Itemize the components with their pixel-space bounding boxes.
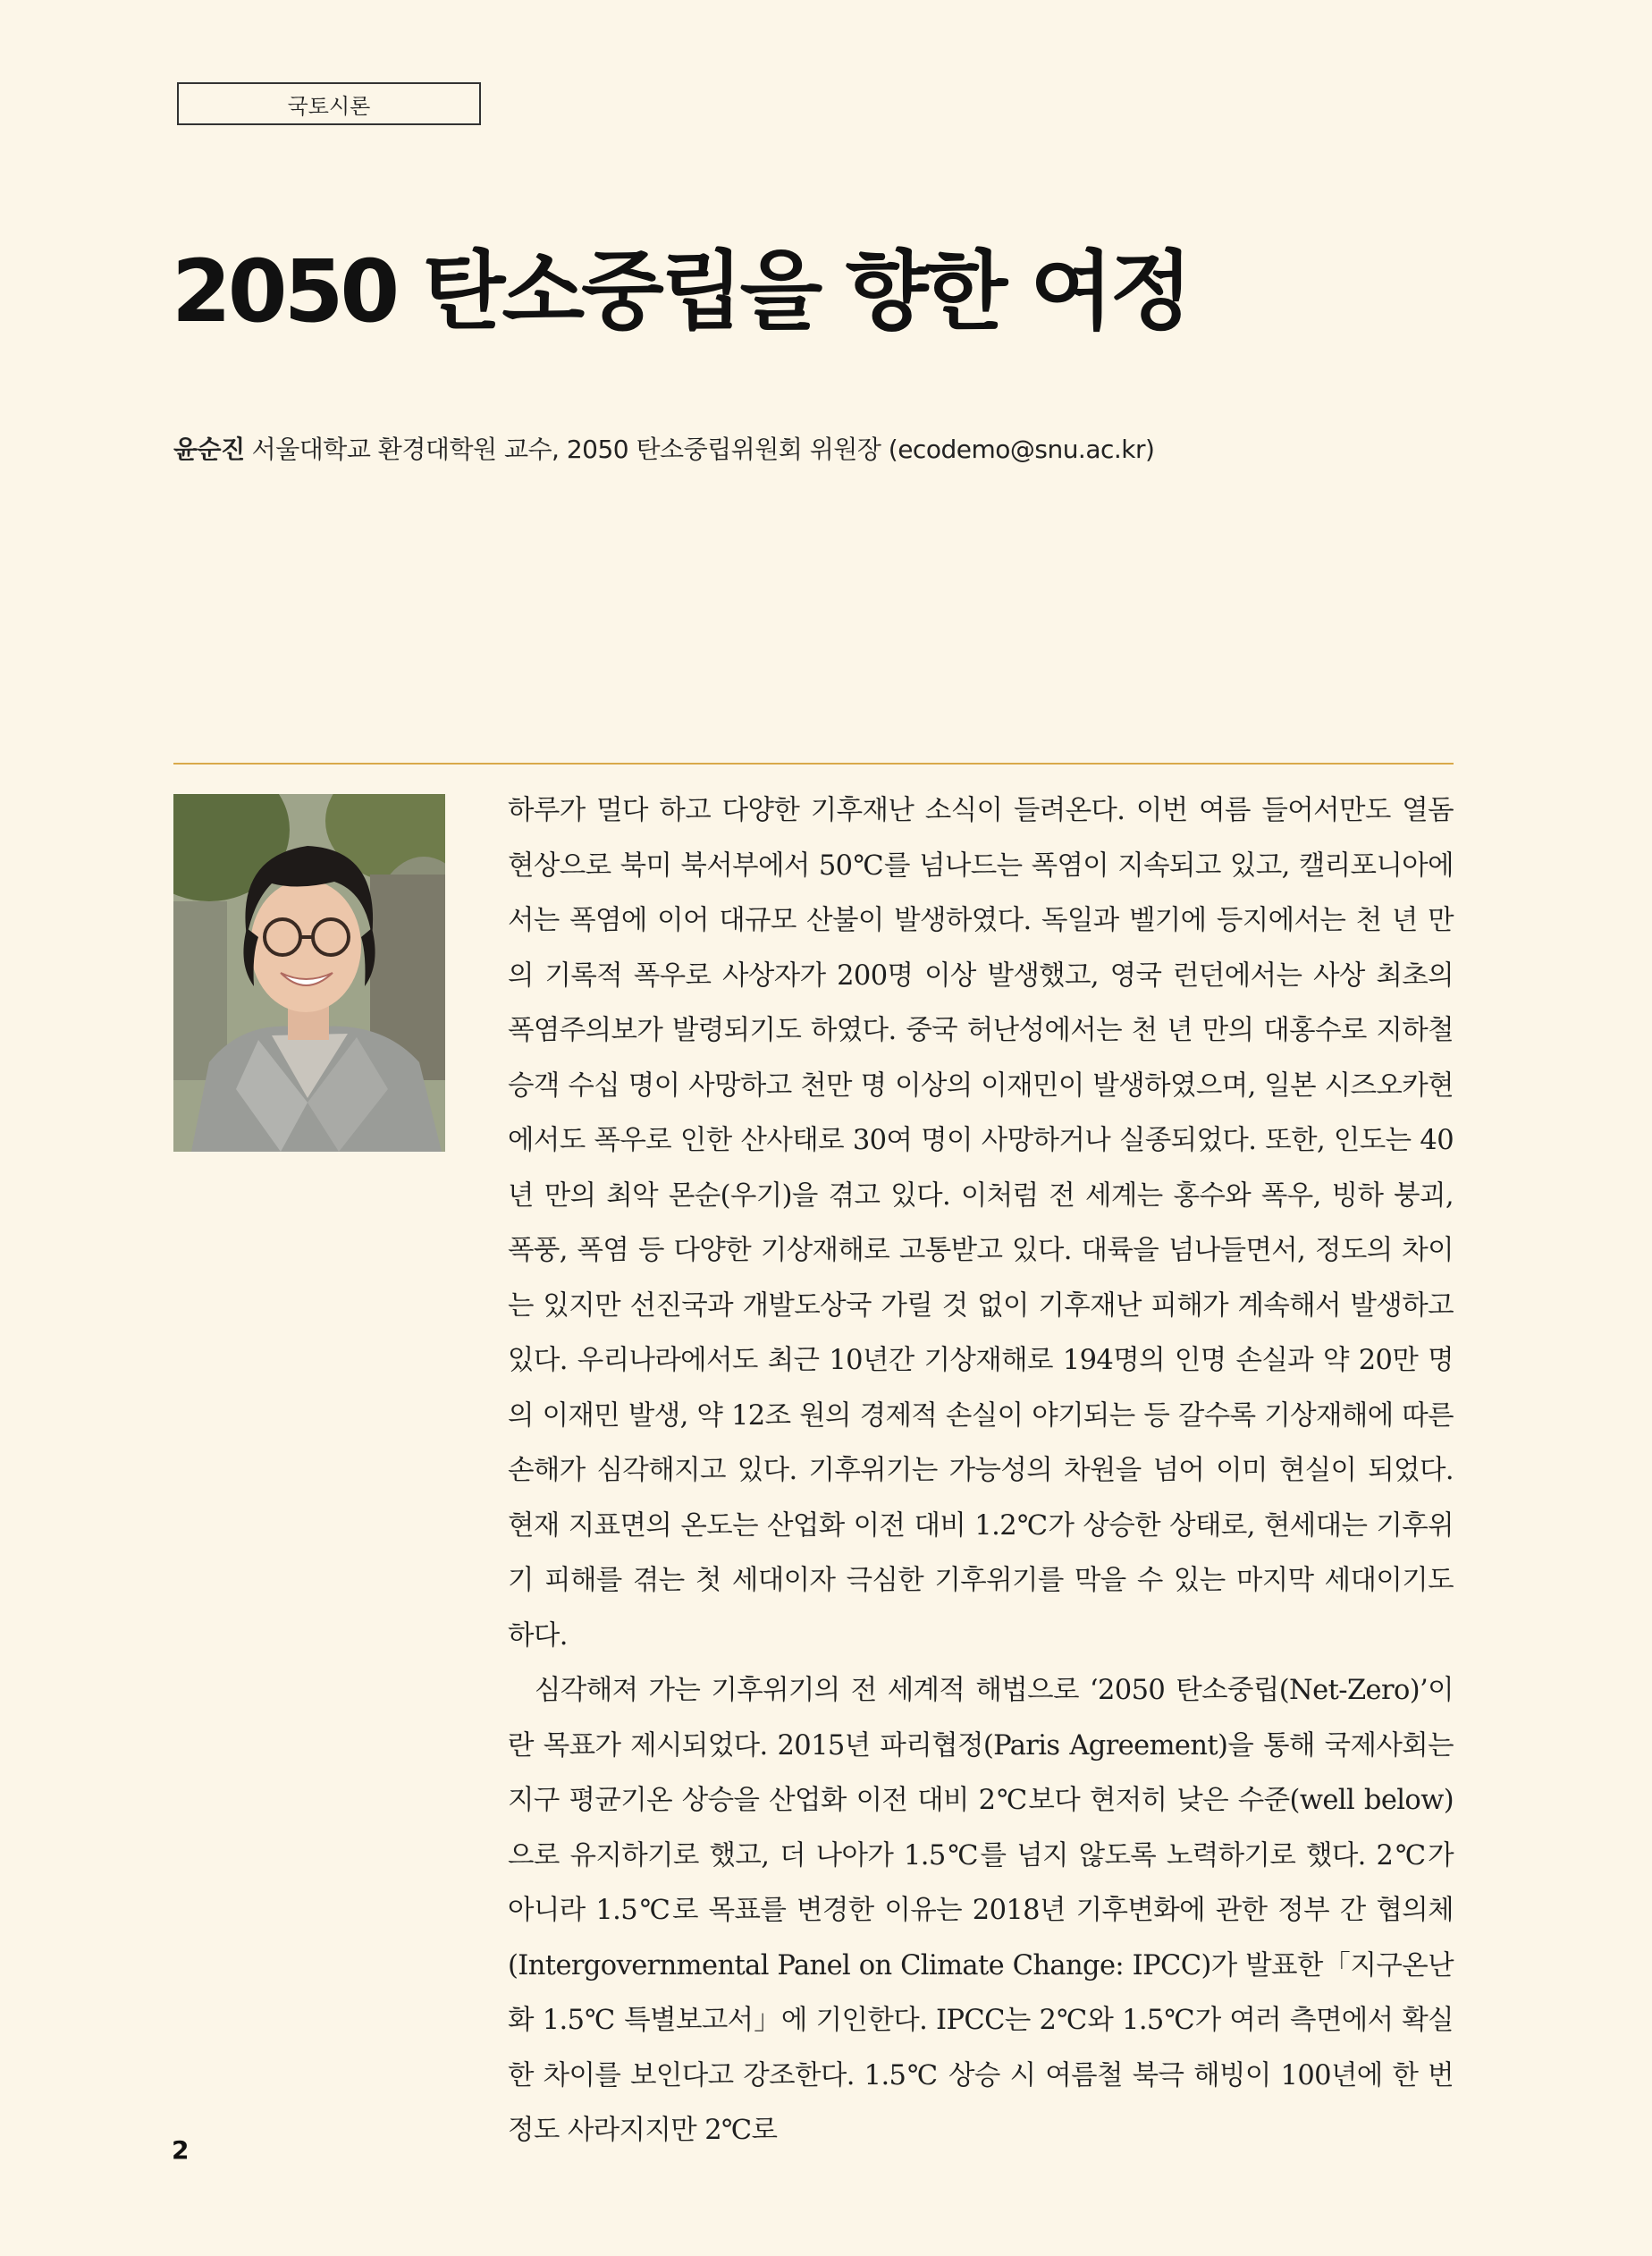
author-photo — [173, 794, 445, 1152]
section-divider — [173, 763, 1454, 765]
article-body — [508, 783, 1454, 2159]
article-title: 2050 탄소중립을 향한 여정 — [172, 241, 1190, 342]
author-line — [173, 430, 1154, 466]
section-tag — [177, 82, 481, 125]
author-portrait-illustration — [173, 794, 445, 1152]
body-paragraph-1: 하루가 멀다 하고 다양한 기후재난 소식이 들려온다. 이번 여름 들어서만도 열돔 현상으로 북미 북서부에서 50℃를 넘나드는 폭염이 지속되고 있고, 캘리포니아에서는 폭염에 이어 대규모 산불이 발생하였다. 독일과 벨기에 등지에서는 천 년 만의 기록적 폭우로 사상자가 200명 이상 발생했고, 영국 런던에서는 사상 최초의 폭염주의보가 발령되기도 하였다. 중국 허난성에서는 천 년 만의 대홍수로 지하철 승객 수십 명이 사망하고 천만 명 이상의 이재민이 발생하였으며, 일본 시즈오카현에서도 폭우로 인한 산사태로 30여 명이 사망하거나 실종되었다. 또한, 인도는 40년 만의 최악 몬순(우기)을 겪고 있다. 이처럼 전 세계는 홍수와 폭우, 빙하 붕괴, 폭풍, 폭염 등 다양한 기상재해로 고통받고 있다. 대륙을 넘나들면서, 정도의 차이는 있지만 선진국과 개발도상국 가릴 것 없이 기후재난 피해가 계속해서 발생하고 있다. 우리나라에서도 최근 10년간 기상재해로 194명의 인명 손실과 약 20만 명의 이재민 발생, 약 12조 원의 경제적 손실이 야기되는 등 갈수록 기상재해에 따른 손해가 심각해지고 있다. 기후위기는 가능성의 차원을 넘어 이미 현실이 되었다. 현재 지표면의 온도는 산업화 이전 대비 1.2℃가 상승한 상태로, 현세대는 기후위기 피해를 겪는 첫 세대이자 극심한 기후위기를 막을 수 있는 마지막 세대이기도 하다. — [508, 795, 1454, 1652]
section-tag-label: 국토시론 — [287, 93, 371, 119]
page-number: 2 — [172, 2135, 190, 2165]
author-affiliation: 서울대학교 환경대학원 교수, 2050 탄소중립위원회 위원장 (ecodemo@snu.ac.kr) — [251, 435, 1155, 464]
author-name: 윤순진 — [173, 435, 245, 464]
body-paragraph-2: 심각해져 가는 기후위기의 전 세계적 해법으로 ‘2050 탄소중립(Net-Zero)’이란 목표가 제시되었다. 2015년 파리협정(Paris Agreement)을 통해 국제사회는 지구 평균기온 상승을 산업화 이전 대비 2℃보다 현저히 낮은 수준(well below)으로 유지하기로 했고, 더 나아가 1.5℃를 넘지 않도록 노력하기로 했다. 2℃가 아니라 1.5℃로 목표를 변경한 이유는 2018년 기후변화에 관한 정부 간 협의체(Intergovernmental Panel on Climate Change: IPCC)가 발표한「지구온난화 1.5℃ 특별보고서」에 기인한다. IPCC는 2℃와 1.5℃가 여러 측면에서 확실한 차이를 보인다고 강조한다. 1.5℃ 상승 시 여름철 북극 해빙이 100년에 한 번 정도 사라지지만 2℃로 — [508, 1675, 1454, 2146]
